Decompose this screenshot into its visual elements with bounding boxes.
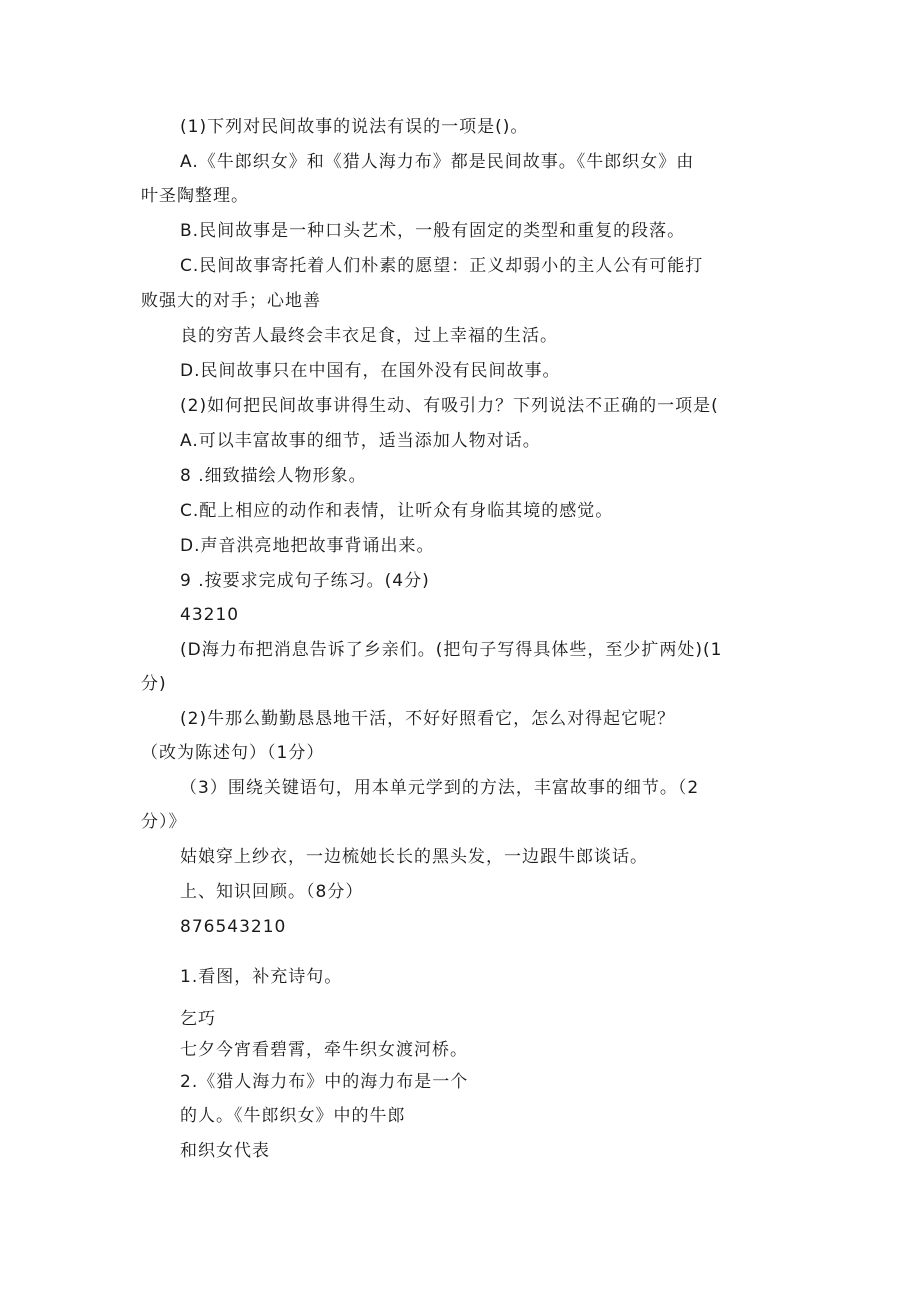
option-c-line-2: 败强大的对手；心地善 <box>141 291 321 311</box>
sentence-task-2-line-1: (2)牛那么勤勤恳恳地干活，不好好照看它，怎么对得起它呢？ <box>180 709 676 729</box>
option-a-line-1: A.《牛郎织女》和《猎人海力布》都是民间故事。《牛郎织女》由 <box>180 152 695 172</box>
section-9-heading: 9 .按要求完成句子练习。(4分) <box>180 571 430 591</box>
option-c-line-3: 良的穷苦人最终会丰衣足食，过上幸福的生活。 <box>180 326 558 346</box>
question-2-stem: (2)如何把民间故事讲得生动、有吸引力？下列说法不正确的一项是( <box>180 396 719 416</box>
option-b: B.民间故事是一种口头艺术，一般有固定的类型和重复的段落。 <box>180 221 686 241</box>
sentence-task-3-line-1: （3）围绕关键语句，用本单元学到的方法，丰富故事的细节。（2 <box>180 778 700 798</box>
sentence-task-2-line-2: （改为陈述句）（1分） <box>141 743 325 763</box>
score-digits-2: 876543210 <box>180 917 287 937</box>
review-item-2-line-1: 2.《猎人海力布》中的海力布是一个 <box>180 1072 469 1092</box>
q2-option-a: A.可以丰富故事的细节，适当添加人物对话。 <box>180 431 541 451</box>
review-item-2-line-2: 的人。《牛郎织女》中的牛郎 <box>180 1106 406 1126</box>
q2-option-d: D.声音洪亮地把故事背诵出来。 <box>180 536 435 556</box>
q2-option-b: 8 .细致描绘人物形象。 <box>180 466 367 486</box>
option-a-line-2: 叶圣陶整理。 <box>141 186 249 206</box>
question-1-stem: (1)下列对民间故事的说法有误的一项是()。 <box>180 117 529 137</box>
review-item-2-line-3: 和织女代表 <box>180 1141 270 1161</box>
sentence-task-3-line-2: 分）》 <box>141 812 187 832</box>
sentence-task-1-line-1: (D海力布把消息告诉了乡亲们。(把句子写得具体些，至少扩两处)(1 <box>180 640 723 660</box>
knowledge-review-heading: 上、知识回顾。（8分） <box>180 882 364 902</box>
score-digits: 43210 <box>180 605 240 625</box>
poem-title: 乞巧 <box>180 1009 216 1029</box>
sentence-task-1-line-2: 分) <box>141 674 167 694</box>
option-c-line-1: C.民间故事寄托着人们朴素的愿望：正义却弱小的主人公有可能打 <box>180 256 704 276</box>
sentence-task-3-text: 姑娘穿上纱衣，一边梳她长长的黑头发，一边跟牛郎谈话。 <box>180 847 648 867</box>
q2-option-c: C.配上相应的动作和表情，让听众有身临其境的感觉。 <box>180 501 614 521</box>
poem-line: 七夕今宵看碧霄，牵牛织女渡河桥。 <box>180 1040 468 1060</box>
option-d: D.民间故事只在中国有，在国外没有民间故事。 <box>180 361 561 381</box>
review-item-1: 1.看图，补充诗句。 <box>180 967 343 987</box>
